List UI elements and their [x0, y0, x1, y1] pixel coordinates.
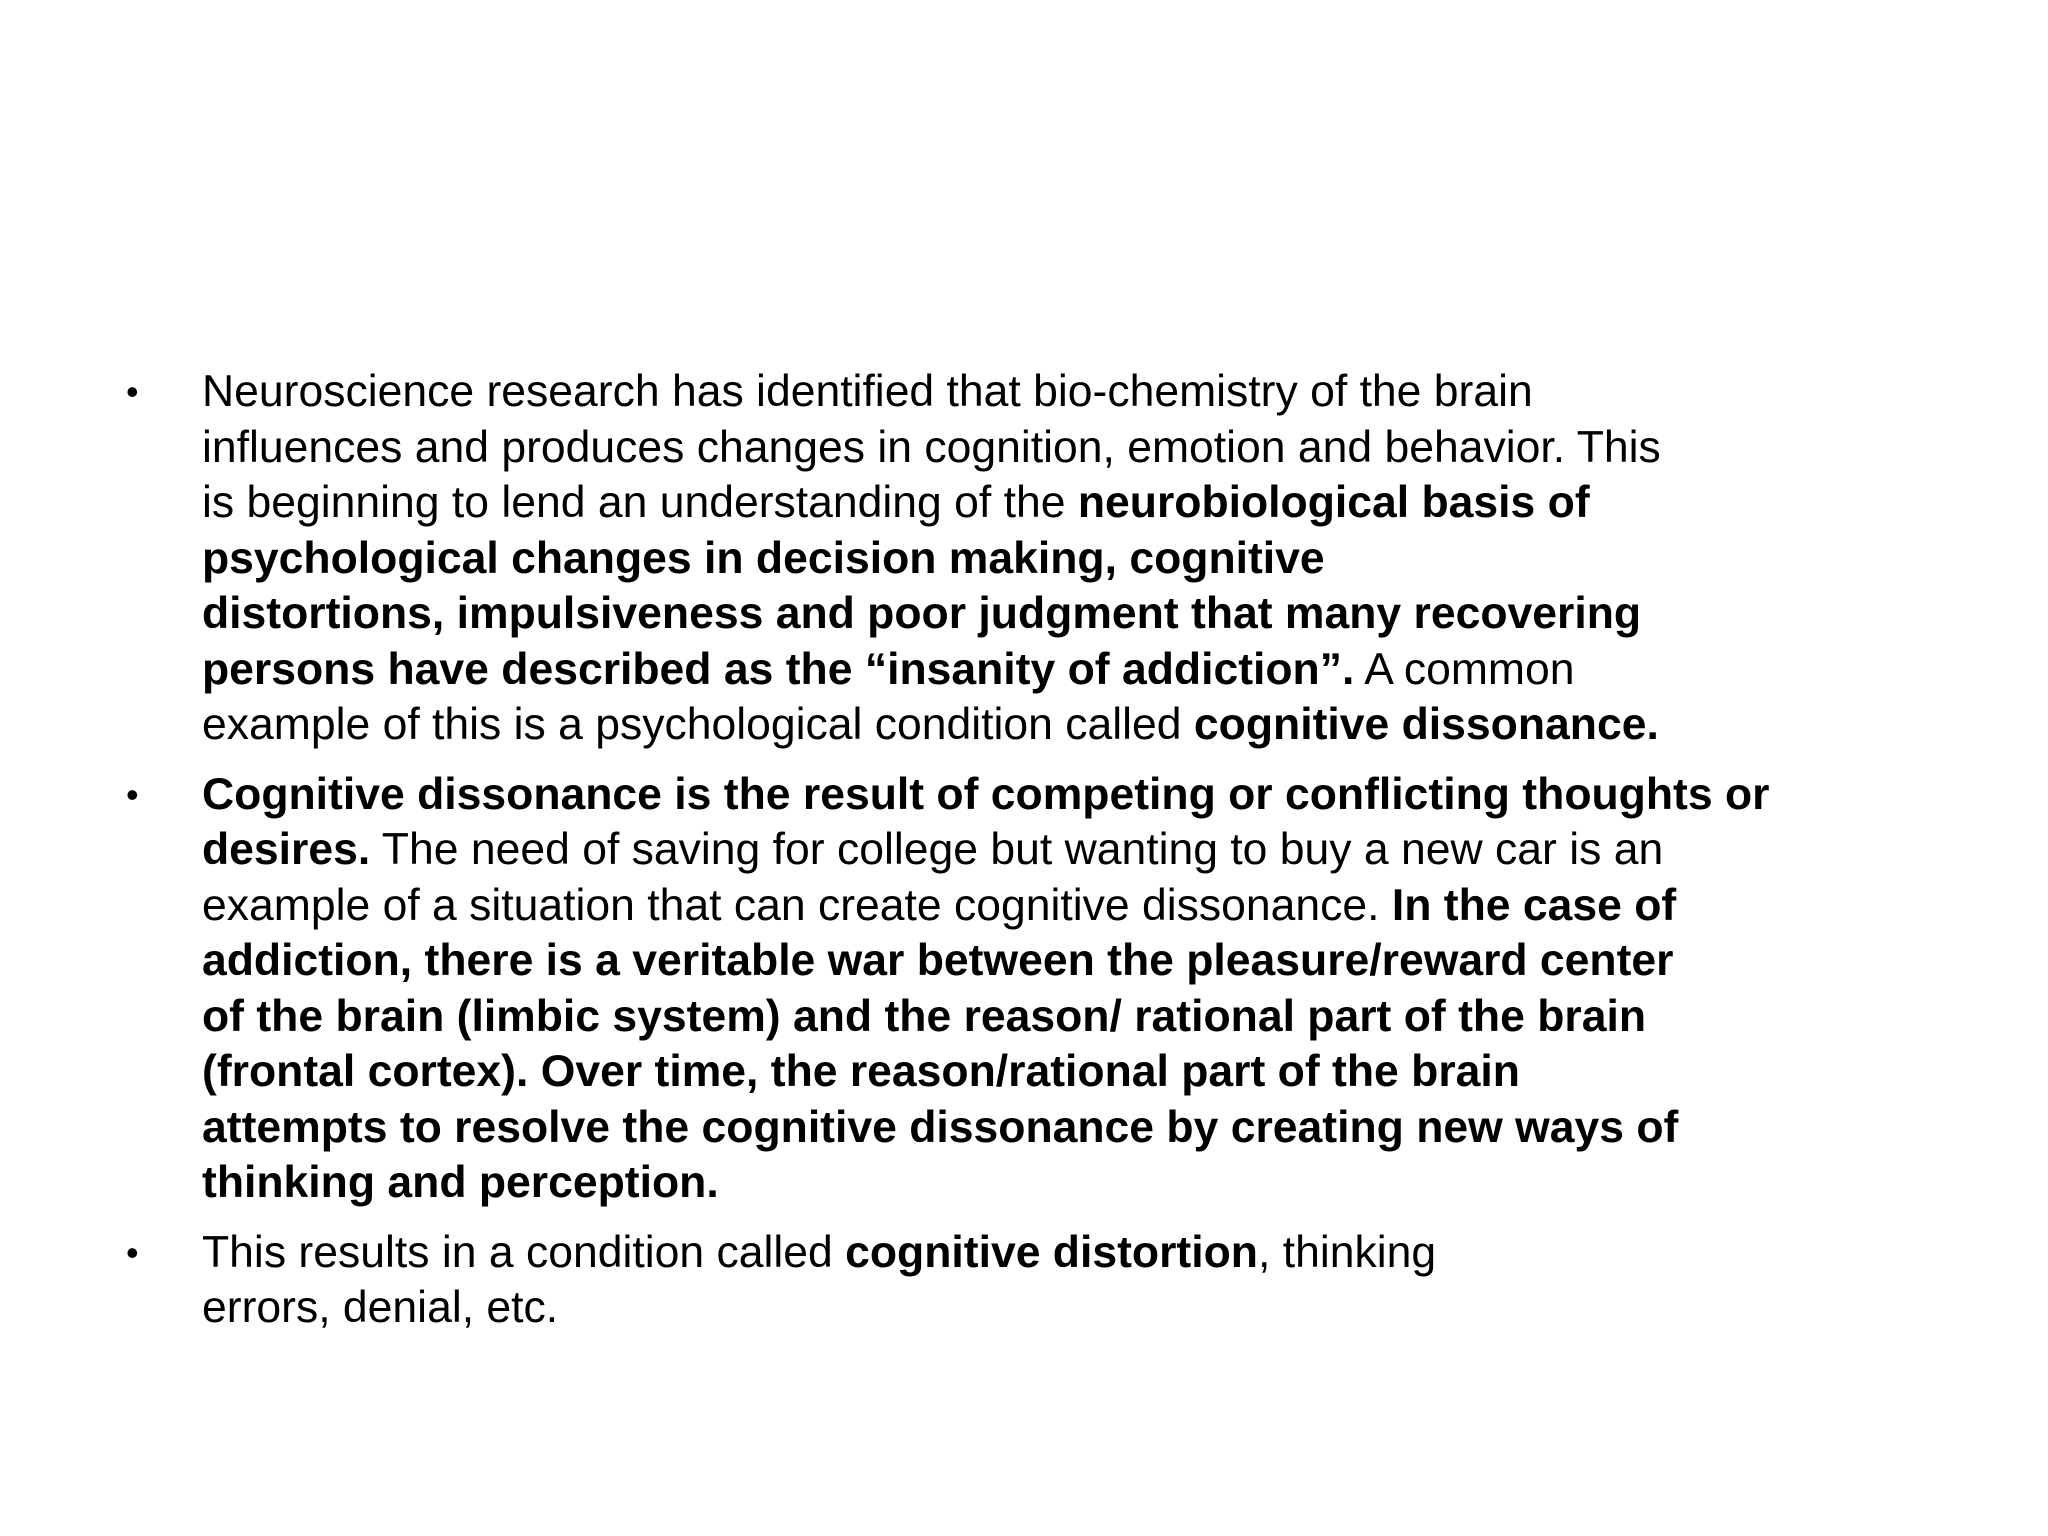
bold-text: cognitive dissonance.	[1193, 700, 1659, 749]
bullet-item	[120, 364, 1960, 753]
body-text: example of a situation that can create cognitive dissonance.	[202, 880, 1392, 930]
bullet-marker: •	[126, 371, 139, 412]
text-line	[202, 767, 1960, 823]
bullet-item	[120, 767, 1960, 1211]
body-text: Neuroscience research has identified that bio-chemistry of the brain	[202, 367, 1533, 416]
body-text: The need of saving for college but wanting to buy a new car is an	[370, 825, 1664, 874]
body-text: errors, denial, etc.	[202, 1283, 559, 1332]
bold-text: of the brain (limbic system) and the reason/ rational part of the brain	[202, 991, 1647, 1041]
bold-text: attempts to resolve the cognitive dissonance by creating new ways of	[202, 1102, 1679, 1152]
body-text: is beginning to lend an understanding of the	[202, 478, 1078, 527]
bold-text: Cognitive dissonance is the result of competing or conflicting thoughts or	[202, 769, 1770, 819]
bullet-marker: •	[126, 773, 139, 815]
body-text: example of this is a psychological condition called	[202, 700, 1194, 749]
text-line	[202, 822, 1960, 878]
bold-text: thinking and perception.	[202, 1158, 719, 1207]
bold-text: psychological changes in decision making, cognitive	[202, 533, 1325, 583]
bullet-item	[120, 1225, 1960, 1336]
text-line	[202, 364, 1960, 420]
bold-text: desires.	[202, 825, 371, 874]
body-text: This results in a condition called	[202, 1227, 846, 1277]
bullet-list	[120, 364, 1960, 1350]
text-line	[202, 1155, 1960, 1211]
body-text: influences and produces changes in cognition, emotion and behavior. This	[202, 422, 1661, 472]
text-line	[202, 642, 1960, 698]
body-text: A common	[1354, 644, 1575, 694]
text-line	[202, 475, 1960, 531]
bold-text: In the case of	[1391, 880, 1677, 930]
bold-text: persons have described as the “insanity of addiction”.	[202, 644, 1355, 694]
bullet-marker: •	[126, 1231, 139, 1273]
bold-text: cognitive distortion	[845, 1227, 1258, 1277]
text-line	[202, 1044, 1960, 1100]
text-line	[202, 989, 1960, 1045]
bold-text: (frontal cortex). Over time, the reason/rational part of the brain	[202, 1047, 1520, 1096]
text-line	[202, 933, 1960, 989]
text-line	[202, 586, 1960, 642]
text-line	[202, 420, 1960, 476]
text-line	[202, 1225, 1960, 1281]
body-text: , thinking	[1257, 1227, 1437, 1277]
text-line	[202, 697, 1960, 753]
text-line	[202, 531, 1960, 587]
bold-text: distortions, impulsiveness and poor judgment that many recovering	[202, 589, 1642, 638]
text-line	[202, 878, 1960, 934]
text-line	[202, 1280, 1960, 1336]
bold-text: addiction, there is a veritable war between the pleasure/reward center	[202, 936, 1674, 985]
bold-text: neurobiological basis of	[1077, 478, 1590, 527]
text-line	[202, 1100, 1960, 1156]
